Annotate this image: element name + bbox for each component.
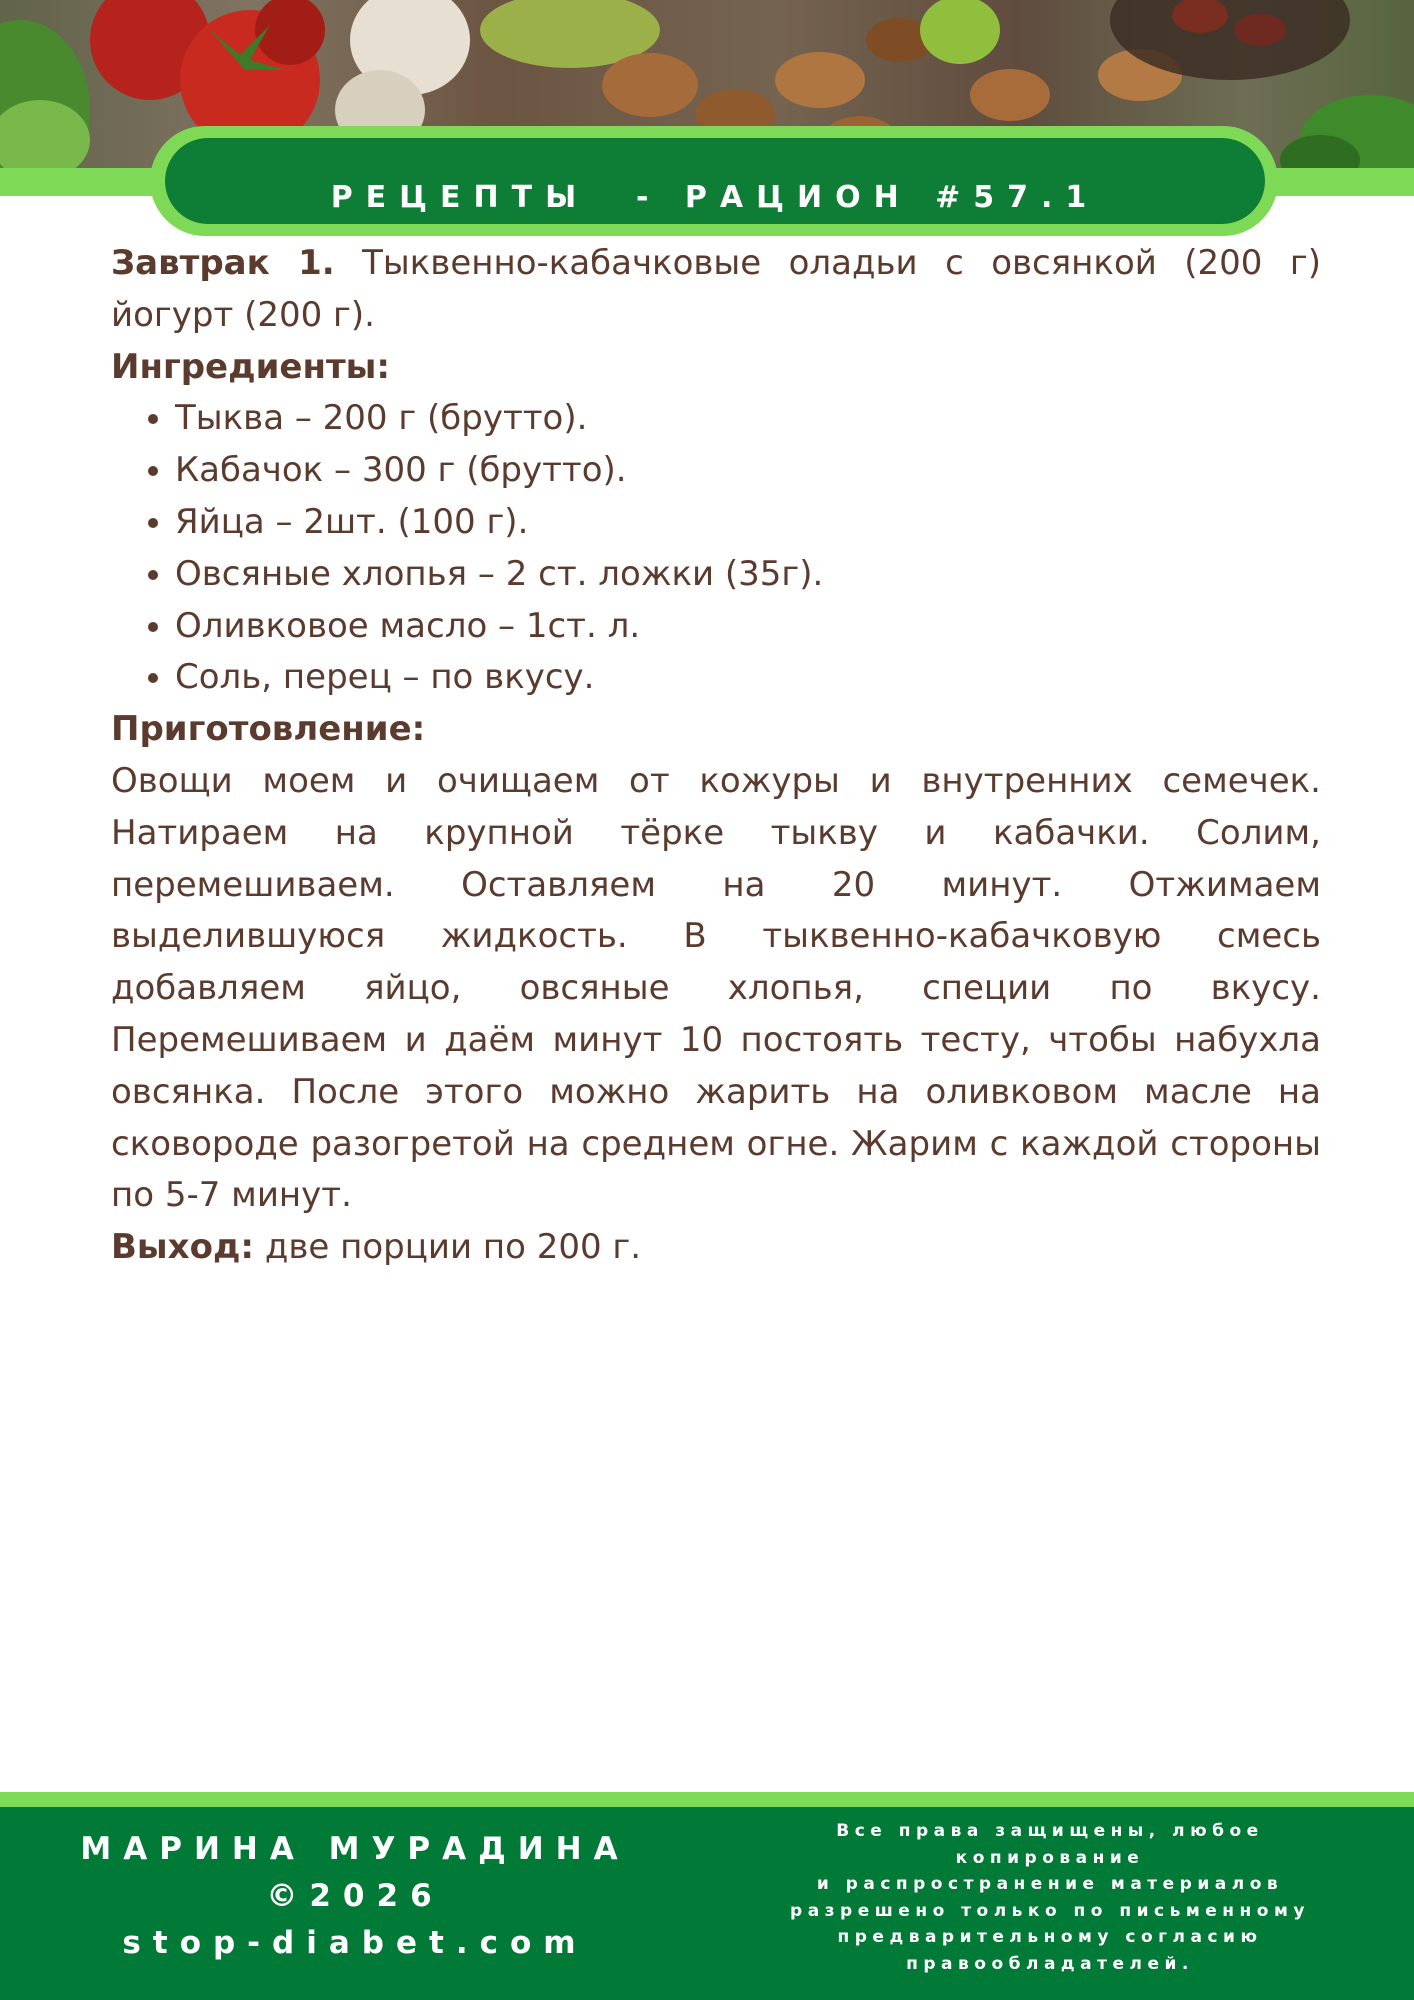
- ingredients-title: Ингредиенты:: [111, 346, 390, 387]
- list-item: • Оливковое масло – 1ст. л.: [175, 601, 1321, 653]
- meal-text: Тыквенно-кабачковые оладьи с овсянкой (200 г) йогурт (200 г).: [111, 243, 1321, 335]
- list-item: • Кабачок – 300 г (брутто).: [175, 445, 1321, 497]
- website-link[interactable]: stop-diabet.com: [122, 1925, 588, 1961]
- ingredients-list: [111, 393, 1321, 704]
- rights-line: и распространение материалов: [816, 1874, 1284, 1894]
- yield-line: [111, 1222, 1321, 1274]
- page-title: РЕЦЕПТЫ - РАЦИОН #57.1: [330, 180, 1100, 215]
- rights-line: предварительному согласию: [837, 1927, 1263, 1947]
- rights-line: разрешено только по письменному: [790, 1900, 1310, 1921]
- meal-heading: [111, 238, 1321, 342]
- meal-label: Завтрак 1.: [111, 243, 335, 283]
- rights-line: правообладателей.: [906, 1953, 1194, 1974]
- list-item: • Соль, перец – по вкусу.: [175, 652, 1321, 704]
- rights-notice: [730, 1818, 1370, 1977]
- author-block: [30, 1826, 680, 1967]
- footer-green-strip: [0, 1792, 1414, 1807]
- rights-line: копирование: [955, 1847, 1145, 1868]
- preparation-text: Овощи моем и очищаем от кожуры и внутренних семечек. Натираем на крупной тёрке тыкву и кабачки. Солим, перемешиваем. Оставляем на 20 минут. Отжимаем выделившуюся жидкость. В тыквенно-кабачковую смесь добавляем яйцо, овсяные хлопья, специи по вкусу. Перемешиваем и даём минут 10 постоять тесту, чтобы набухла овсянка. После этого можно жарить на оливковом масле на сковороде разогретой на среднем огне. Жарим с каждой стороны по 5-7 минут.: [111, 760, 1321, 1216]
- rights-line: Все права защищены, любое: [836, 1821, 1264, 1841]
- preparation-title: Приготовление:: [111, 709, 426, 750]
- copyright: ©2026: [266, 1878, 444, 1914]
- list-item: • Яйца – 2шт. (100 г).: [175, 497, 1321, 549]
- recipe-content: [111, 238, 1321, 1274]
- yield-text: две порции по 200 г.: [264, 1227, 642, 1268]
- list-item: • Тыква – 200 г (брутто).: [175, 393, 1321, 445]
- list-item: • Овсяные хлопья – 2 ст. ложки (35г).: [175, 549, 1321, 601]
- author-name: МАРИНА МУРАДИНА: [80, 1831, 630, 1867]
- yield-label: Выход:: [111, 1227, 255, 1268]
